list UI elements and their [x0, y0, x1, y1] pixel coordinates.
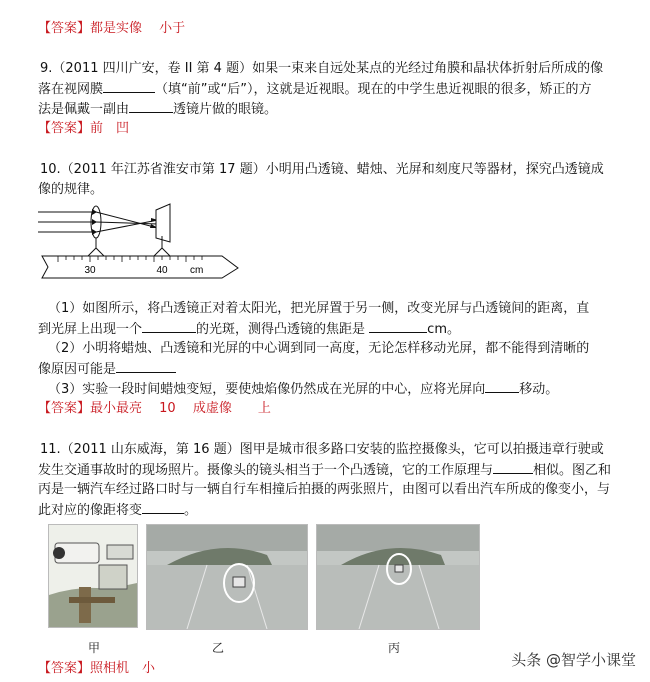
q10-text: 的光斑，测得凸透镜的焦距是 — [196, 322, 366, 337]
q11-line1: 11.（2011 山东威海，第 16 题）图甲是城市很多路口安装的监控摄像头，它可以拍摄违章行驶或 — [40, 442, 604, 457]
q9-text: 法是佩戴一副由 — [38, 102, 130, 117]
blank — [142, 320, 196, 333]
lens-experiment-diagram — [38, 198, 244, 280]
ruler-mark-30: 30 — [84, 265, 96, 276]
blank — [369, 320, 427, 333]
answer-text: 照相机 小 — [90, 661, 156, 676]
answer-text: 都是实像 小于 — [90, 21, 186, 36]
answer-text: 前 凹 — [90, 121, 130, 136]
q10-text: 到光屏上出现一个 — [38, 322, 143, 337]
q10-p1a: （1）如图所示，将凸透镜正对着太阳光，把光屏置于另一侧，改变光屏与凸透镜间的距离，直 — [48, 301, 590, 316]
q10-p1b — [38, 320, 460, 339]
ruler-mark-40: 40 — [156, 265, 168, 276]
q11-line3: 丙是一辆汽车经过路口时与一辆自行车相撞后拍摄的两张照片，由图可以看出汽车所成的像变小，与 — [38, 482, 611, 497]
answer-q11 — [38, 660, 155, 678]
caption-yi: 乙 — [212, 641, 225, 655]
light-screen — [156, 204, 170, 242]
caption-bing: 丙 — [388, 641, 401, 655]
q10-text: （3）实验一段时间蜡烛变短，要使烛焰像仍然成在光屏的中心，应将光屏向 — [48, 382, 486, 397]
camera-photo — [48, 524, 138, 628]
q10-text: cm。 — [427, 322, 460, 337]
q9-line2 — [38, 80, 591, 99]
blank — [116, 360, 176, 373]
caption-jia: 甲 — [88, 641, 101, 655]
blank — [142, 501, 184, 514]
q9-text: 落在视网膜 — [38, 82, 104, 97]
traffic-photo-before — [146, 524, 308, 630]
q10-text: 像原因可能是 — [38, 362, 117, 377]
q11-text: 发生交通事故时的现场照片。摄像头的镜头相当于一个凸透镜，它的工作原理与 — [38, 463, 494, 478]
q10-p2b — [38, 360, 176, 379]
watermark: 头条 @智学小课堂 — [511, 651, 636, 669]
q10-line2: 像的规律。 — [38, 182, 104, 197]
answer-tag: 【答案】 — [38, 401, 91, 416]
answer-text: 最小最亮 10 成虚像 上 — [90, 401, 271, 416]
q11-text: 。 — [184, 503, 198, 518]
ruler — [42, 256, 238, 278]
answer-q9 — [38, 120, 129, 138]
q11-line4 — [38, 501, 197, 520]
blank — [485, 380, 519, 393]
q10-text: 移动。 — [519, 382, 559, 397]
answer-q10 — [38, 400, 271, 418]
q10-p2a: （2）小明将蜡烛、凸透镜和光屏的中心调到同一高度，无论怎样移动光屏，都不能得到清晰的 — [48, 341, 590, 356]
blank — [103, 80, 155, 93]
q10-line1: 10.（2011 年江苏省淮安市第 17 题）小明用凸透镜、蜡烛、光屏和刻度尺等器材，探究凸透镜成 — [40, 162, 604, 177]
traffic-photo-after — [316, 524, 480, 630]
answer-q8 — [38, 20, 185, 38]
q11-text: 相似。图乙和 — [533, 463, 612, 478]
q11-line2 — [38, 461, 611, 480]
q9-line3 — [38, 100, 277, 119]
blank — [493, 461, 533, 474]
q10-p3 — [48, 380, 558, 399]
answer-tag: 【答案】 — [38, 21, 91, 36]
answer-tag: 【答案】 — [38, 121, 91, 136]
answer-tag: 【答案】 — [38, 661, 91, 676]
ruler-unit: cm — [190, 265, 204, 276]
blank — [129, 100, 173, 113]
q11-text: 此对应的像距将变 — [38, 503, 143, 518]
q9-text: （填“前”或“后”），这就是近视眼。现在的中学生患近视眼的很多，矫正的方 — [155, 82, 592, 97]
q9-text: 透镜片做的眼镜。 — [173, 102, 278, 117]
q9-line1: 9.（2011 四川广安，卷 II 第 4 题）如果一束来自远处某点的光经过角膜和晶状体折射后所成的像 — [40, 61, 604, 76]
